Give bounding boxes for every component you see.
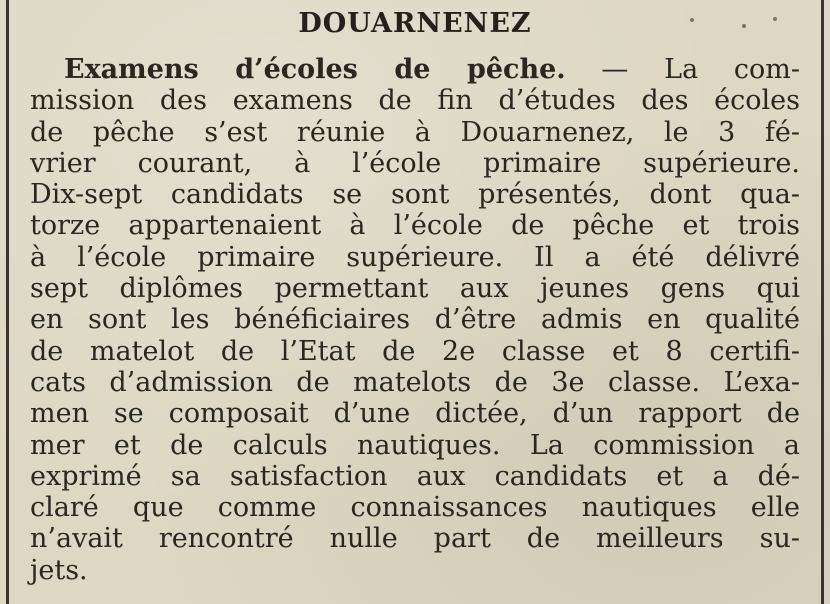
article-line: claré que comme connaissances nautiques elle [30, 492, 800, 524]
article-line: jets. [30, 554, 88, 586]
article-kicker: Examens d’écoles de pêche. [64, 54, 566, 85]
article-line: sept diplômes permettant aux jeunes gens qui [30, 273, 800, 305]
article-line: exprimé sa satisfaction aux candidats et a dé- [30, 460, 800, 492]
ink-speck [773, 17, 777, 21]
article-line: de matelot de l’Etat de 2e classe et 8 certifi- [30, 335, 800, 367]
section-headline: DOUARNENEZ [298, 8, 532, 39]
article-line: cats d’admission de matelots de 3e classe. L’exa- [30, 366, 800, 398]
article-line: de pêche s’est réunie à Douarnenez, le 3 fé- [30, 116, 800, 148]
article-line: torze appartenaient à l’école de pêche et trois [30, 210, 800, 242]
article-line: Dix-sept candidats se sont présentés, dont qua- [30, 179, 800, 211]
article-line-text: — La com- [565, 54, 800, 85]
article-line: n’avait rencontré nulle part de meilleurs su- [30, 523, 800, 555]
article-line: vrier courant, à l’école primaire supérieure. [30, 147, 800, 179]
article-line: mer et de calculs nautiques. La commission a [30, 429, 800, 461]
ink-speck [742, 24, 746, 28]
column-rule-right [821, 0, 824, 604]
next-article-fragment [10, 596, 820, 604]
article-body [30, 54, 800, 586]
ink-speck [690, 18, 694, 22]
article-line: mission des examens de fin d’études des écoles [30, 85, 800, 117]
article-line: en sont les bénéficiaires d’être admis en qualité [30, 304, 800, 336]
article-line: men se composait d’une dictée, d’un rapport de [30, 398, 800, 430]
column-rule-left [6, 0, 9, 604]
article-line [30, 54, 800, 85]
article-line: à l’école primaire supérieure. Il a été délivré [30, 241, 800, 273]
